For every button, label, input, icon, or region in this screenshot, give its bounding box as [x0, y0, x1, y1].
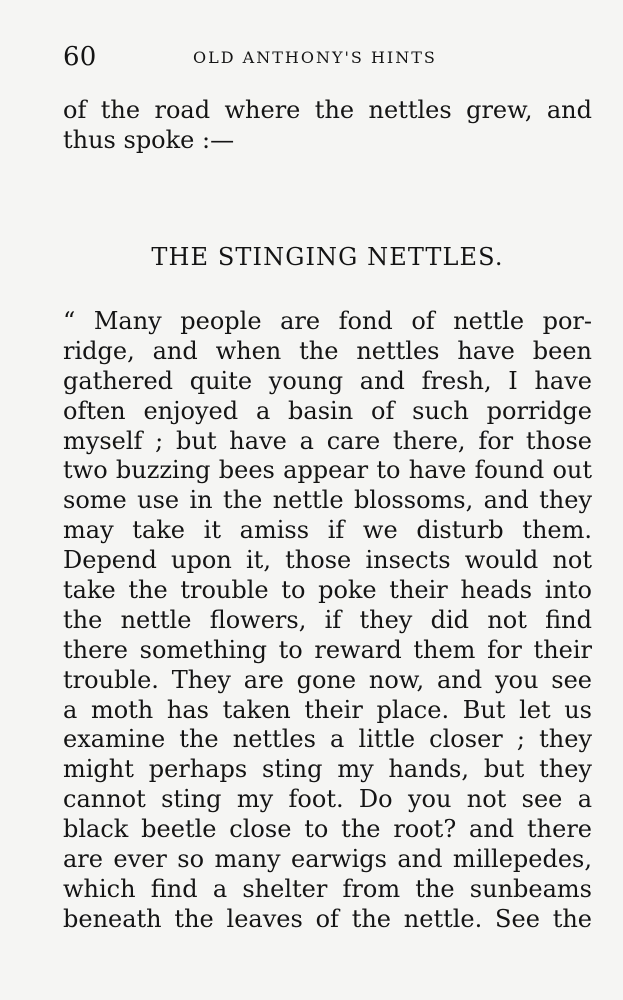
- text-line: myself ; but have a care there, for those: [63, 426, 592, 455]
- text-line: examine the nettles a little closer ; they: [63, 725, 592, 754]
- text-line: are ever so many earwigs and millepedes,: [63, 845, 592, 874]
- text-line: trouble. They are gone now, and you see: [63, 665, 592, 694]
- text-line: black beetle close to the root? and there: [63, 815, 592, 844]
- text-line: cannot sting my foot. Do you not see a: [63, 785, 592, 814]
- text-line: Depend upon it, those insects would not: [63, 546, 592, 575]
- text-line: a moth has taken their place. But let us: [63, 695, 592, 724]
- text-line: there something to reward them for their: [63, 635, 592, 664]
- text-line: of the road where the nettles grew, and: [63, 96, 592, 124]
- page-number: 60: [63, 42, 97, 72]
- text-line: beneath the leaves of the nettle. See the: [63, 904, 592, 933]
- text-line: some use in the nettle blossoms, and they: [63, 486, 592, 515]
- running-head: OLD ANTHONY'S HINTS: [193, 48, 437, 67]
- intro-text: [63, 95, 592, 155]
- text-line: the nettle flowers, if they did not find: [63, 605, 592, 634]
- text-line: which find a shelter from the sunbeams: [63, 874, 592, 903]
- page-header: [63, 40, 592, 74]
- text-line: thus spoke :—: [63, 126, 235, 154]
- text-line: might perhaps sting my hands, but they: [63, 755, 592, 784]
- text-line: gathered quite young and fresh, I have: [63, 366, 592, 395]
- text-line: often enjoyed a basin of such porridge: [63, 396, 592, 425]
- section-title: THE STINGING NETTLES.: [151, 243, 504, 271]
- text-line: take the trouble to poke their heads into: [63, 576, 592, 605]
- body-paragraph: [63, 307, 592, 935]
- text-line: “ Many people are fond of nettle por-: [63, 307, 592, 335]
- text-line: two buzzing bees appear to have found out: [63, 456, 592, 485]
- text-line: may take it amiss if we disturb them.: [63, 516, 592, 545]
- text-line: ridge, and when the nettles have been: [63, 336, 592, 365]
